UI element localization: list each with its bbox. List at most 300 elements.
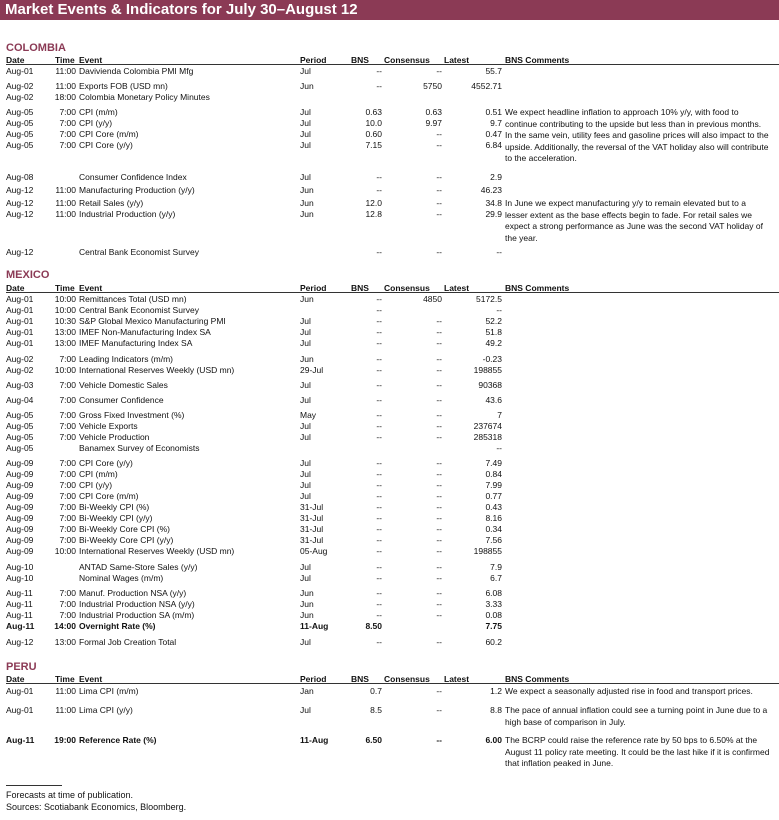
table-row [0, 637, 779, 648]
cell-latest: 7.9 [490, 562, 502, 572]
table-row [0, 66, 779, 77]
cell-period: Jul [300, 118, 311, 128]
cell-cons: -- [436, 588, 442, 598]
col-header-event: Event [79, 674, 103, 684]
cell-bns: -- [376, 610, 382, 620]
table-row [0, 185, 779, 196]
cell-bns: -- [376, 338, 382, 348]
cell-date: Aug-11 [6, 735, 35, 745]
table-row [0, 432, 779, 443]
cell-period: Jul [300, 338, 311, 348]
col-header-event: Event [79, 283, 103, 293]
cell-latest: 4552.71 [471, 81, 502, 91]
cell-period: Jul [300, 140, 311, 150]
cell-time: 7:00 [59, 432, 76, 442]
col-header-period: Period [300, 674, 327, 684]
cell-date: Aug-11 [6, 599, 33, 609]
header-rule [6, 683, 779, 684]
cell-latest: 9.7 [490, 118, 502, 128]
cell-date: Aug-11 [6, 621, 35, 631]
bns-comment: We expect headline inflation to approach 10% y/y, with food to continue contributing to the upside but less than in previous months. In the same vein, utility fees and gasoline prices will also impact to the upside. Additionally, the reversal of the VAT holiday also will contribute to the acceleration. [505, 107, 769, 163]
cell-event: Consumer Confidence Index [79, 172, 187, 182]
cell-event: Bi-Weekly Core CPI (y/y) [79, 535, 174, 545]
cell-time: 10:30 [54, 316, 76, 326]
cell-bns: -- [376, 588, 382, 598]
cell-latest: 0.84 [485, 469, 502, 479]
cell-latest: 0.51 [485, 107, 502, 117]
cell-period: 11-Aug [300, 621, 329, 631]
cell-date: Aug-05 [6, 410, 34, 420]
cell-time: 10:00 [54, 365, 76, 375]
cell-bns: -- [376, 66, 382, 76]
cell-period: Jun [300, 599, 314, 609]
cell-period: Jul [300, 107, 311, 117]
cell-latest: 198855 [473, 365, 502, 375]
col-header-comments: BNS Comments [505, 55, 570, 65]
cell-time: 7:00 [59, 535, 76, 545]
cell-time: 7:00 [59, 599, 76, 609]
cell-latest: 198855 [473, 546, 502, 556]
table-row [0, 524, 779, 535]
cell-bns: -- [376, 316, 382, 326]
cell-time: 7:00 [59, 354, 76, 364]
cell-cons: -- [436, 421, 442, 431]
cell-event: Central Bank Economist Survey [79, 305, 199, 315]
table-row [0, 395, 779, 406]
cell-bns: -- [376, 480, 382, 490]
cell-cons: -- [436, 365, 442, 375]
cell-date: Aug-09 [6, 524, 34, 534]
cell-cons: -- [436, 735, 442, 745]
cell-date: Aug-05 [6, 443, 34, 453]
cell-period: Jul [300, 480, 311, 490]
cell-date: Aug-09 [6, 502, 34, 512]
cell-period: 31-Jul [300, 535, 324, 545]
cell-date: Aug-02 [6, 92, 34, 102]
cell-time: 7:00 [59, 410, 76, 420]
cell-latest: 90368 [478, 380, 502, 390]
cell-bns: -- [376, 513, 382, 523]
cell-period: Jun [300, 610, 314, 620]
cell-bns: -- [376, 327, 382, 337]
cell-cons: -- [436, 686, 442, 696]
cell-time: 10:00 [54, 305, 76, 315]
cell-event: Colombia Monetary Policy Minutes [79, 92, 210, 102]
cell-time: 10:00 [54, 294, 76, 304]
table-row [0, 410, 779, 421]
table-row [0, 562, 779, 573]
page-title: Market Events & Indicators for July 30–August 12 [5, 1, 358, 18]
cell-period: Jul [300, 458, 311, 468]
cell-period: 05-Aug [300, 546, 328, 556]
cell-latest: 7.99 [485, 480, 502, 490]
cell-cons: -- [436, 599, 442, 609]
cell-cons: -- [436, 535, 442, 545]
cell-latest: 34.8 [485, 198, 502, 208]
cell-latest: 7 [497, 410, 502, 420]
table-row [0, 458, 779, 469]
cell-cons: -- [436, 140, 442, 150]
cell-date: Aug-05 [6, 140, 34, 150]
cell-cons: -- [436, 172, 442, 182]
cell-event: CPI (m/m) [79, 469, 118, 479]
cell-cons: 0.63 [425, 107, 442, 117]
cell-bns: -- [376, 491, 382, 501]
cell-bns: 0.7 [370, 686, 382, 696]
cell-latest: 55.7 [485, 66, 502, 76]
cell-cons: -- [436, 432, 442, 442]
cell-event: Manuf. Production NSA (y/y) [79, 588, 187, 598]
table-row [0, 469, 779, 480]
cell-bns: -- [376, 469, 382, 479]
cell-latest: 6.84 [485, 140, 502, 150]
cell-date: Aug-05 [6, 432, 34, 442]
cell-bns: -- [376, 247, 382, 257]
cell-period: Jul [300, 573, 311, 583]
cell-period: Jul [300, 432, 311, 442]
table-row [0, 354, 779, 365]
col-header-period: Period [300, 283, 327, 293]
cell-date: Aug-03 [6, 380, 34, 390]
cell-cons: -- [436, 247, 442, 257]
cell-date: Aug-09 [6, 458, 34, 468]
cell-date: Aug-01 [6, 338, 34, 348]
cell-date: Aug-01 [6, 66, 34, 76]
cell-bns: -- [376, 637, 382, 647]
cell-event: Central Bank Economist Survey [79, 247, 199, 257]
cell-bns: 0.63 [365, 107, 382, 117]
table-row [0, 294, 779, 305]
cell-period: Jul [300, 327, 311, 337]
cell-latest: 0.34 [485, 524, 502, 534]
cell-bns: -- [376, 599, 382, 609]
footnote-forecasts: Forecasts at time of publication. [6, 790, 134, 800]
cell-period: Jul [300, 637, 311, 647]
cell-bns: -- [376, 365, 382, 375]
cell-date: Aug-05 [6, 118, 34, 128]
cell-date: Aug-09 [6, 513, 34, 523]
cell-event: Bi-Weekly CPI (y/y) [79, 513, 153, 523]
cell-cons: -- [436, 469, 442, 479]
cell-time: 11:00 [55, 185, 76, 195]
col-header-bns: BNS [351, 283, 369, 293]
cell-event: Remittances Total (USD mn) [79, 294, 187, 304]
cell-bns: -- [376, 535, 382, 545]
bns-comment: The BCRP could raise the reference rate by 50 bps to 6.50% at the August 11 policy rate meeting. It could be the last hike if it is confirmed that inflation peaked in June. [505, 735, 770, 768]
cell-bns: -- [376, 294, 382, 304]
cell-time: 7:00 [59, 513, 76, 523]
cell-event: Consumer Confidence [79, 395, 164, 405]
cell-period: Jul [300, 562, 311, 572]
cell-time: 19:00 [54, 735, 76, 745]
cell-period: Jul [300, 491, 311, 501]
cell-date: Aug-02 [6, 365, 34, 375]
cell-bns: -- [376, 410, 382, 420]
cell-date: Aug-01 [6, 327, 34, 337]
cell-date: Aug-09 [6, 480, 34, 490]
cell-period: Jul [300, 66, 311, 76]
cell-latest: 285318 [473, 432, 502, 442]
cell-latest: 49.2 [485, 338, 502, 348]
cell-event: Bi-Weekly CPI (%) [79, 502, 150, 512]
cell-event: Vehicle Domestic Sales [79, 380, 168, 390]
cell-bns: -- [376, 432, 382, 442]
cell-bns: -- [376, 395, 382, 405]
cell-cons: -- [436, 637, 442, 647]
cell-date: Aug-01 [6, 294, 34, 304]
cell-cons: -- [436, 491, 442, 501]
table-row [0, 480, 779, 491]
col-header-date: Date [6, 674, 25, 684]
cell-time: 7:00 [59, 480, 76, 490]
cell-period: 29-Jul [300, 365, 324, 375]
cell-latest: -0.23 [482, 354, 502, 364]
cell-time: 7:00 [59, 502, 76, 512]
cell-cons: -- [436, 395, 442, 405]
col-header-consensus: Consensus [384, 674, 430, 684]
cell-period: Jun [300, 588, 314, 598]
table-row [0, 421, 779, 432]
table-row [0, 513, 779, 524]
cell-time: 7:00 [59, 395, 76, 405]
col-header-time: Time [55, 55, 75, 65]
cell-date: Aug-09 [6, 491, 34, 501]
cell-date: Aug-11 [6, 588, 33, 598]
cell-cons: -- [436, 198, 442, 208]
cell-date: Aug-11 [6, 610, 33, 620]
cell-event: Banamex Survey of Economists [79, 443, 200, 453]
col-header-latest: Latest [444, 674, 470, 684]
table-row [0, 316, 779, 327]
cell-cons: -- [436, 573, 442, 583]
cell-cons: 4850 [423, 294, 442, 304]
table-row [0, 92, 779, 103]
table-row [0, 338, 779, 349]
cell-time: 14:00 [54, 621, 76, 631]
cell-event: Lima CPI (y/y) [79, 705, 133, 715]
cell-event: Davivienda Colombia PMI Mfg [79, 66, 194, 76]
table-row [0, 443, 779, 454]
cell-event: Overnight Rate (%) [79, 621, 156, 631]
cell-period: Jul [300, 705, 311, 715]
cell-period: Jul [300, 316, 311, 326]
cell-time: 13:00 [54, 327, 76, 337]
cell-bns: 8.5 [370, 705, 382, 715]
cell-date: Aug-08 [6, 172, 34, 182]
col-header-period: Period [300, 55, 327, 65]
table-row [0, 610, 779, 621]
cell-bns: 8.50 [365, 621, 382, 631]
table-row [0, 621, 779, 632]
cell-event: Nominal Wages (m/m) [79, 573, 164, 583]
col-header-comments: BNS Comments [505, 283, 570, 293]
cell-period: 31-Jul [300, 524, 324, 534]
section-title-mexico: MEXICO [6, 269, 50, 281]
cell-period: Jul [300, 172, 311, 182]
cell-time: 13:00 [54, 338, 76, 348]
cell-bns: 0.60 [365, 129, 382, 139]
cell-time: 11:00 [55, 686, 76, 696]
col-header-time: Time [55, 283, 75, 293]
cell-cons: -- [436, 129, 442, 139]
cell-event: Retail Sales (y/y) [79, 198, 144, 208]
cell-time: 11:00 [55, 198, 76, 208]
cell-latest: -- [496, 247, 502, 257]
cell-latest: 0.08 [485, 610, 502, 620]
col-header-time: Time [55, 674, 75, 684]
cell-period: Jul [300, 395, 311, 405]
cell-bns: -- [376, 458, 382, 468]
header-rule [6, 292, 779, 293]
cell-bns: -- [376, 573, 382, 583]
cell-time: 7:00 [59, 129, 76, 139]
cell-date: Aug-05 [6, 129, 34, 139]
cell-event: Manufacturing Production (y/y) [79, 185, 195, 195]
col-header-consensus: Consensus [384, 283, 430, 293]
cell-time: 7:00 [59, 469, 76, 479]
section-title-peru: PERU [6, 661, 37, 673]
cell-latest: 52.2 [485, 316, 502, 326]
cell-cons: -- [436, 513, 442, 523]
table-row [0, 380, 779, 391]
cell-cons: 5750 [423, 81, 442, 91]
cell-latest: 6.7 [490, 573, 502, 583]
cell-latest: 3.33 [485, 599, 502, 609]
col-header-latest: Latest [444, 283, 470, 293]
cell-cons: -- [436, 546, 442, 556]
cell-cons: -- [436, 610, 442, 620]
cell-event: Leading Indicators (m/m) [79, 354, 174, 364]
cell-bns: -- [376, 172, 382, 182]
cell-event: Industrial Production (y/y) [79, 209, 176, 219]
cell-bns: -- [376, 546, 382, 556]
cell-time: 7:00 [59, 107, 76, 117]
cell-date: Aug-05 [6, 421, 34, 431]
col-header-date: Date [6, 283, 25, 293]
cell-cons: -- [436, 410, 442, 420]
cell-time: 7:00 [59, 458, 76, 468]
cell-bns: -- [376, 562, 382, 572]
cell-period: Jul [300, 380, 311, 390]
cell-cons: -- [436, 327, 442, 337]
cell-latest: 7.75 [485, 621, 502, 631]
cell-event: International Reserves Weekly (USD mn) [79, 365, 235, 375]
table-row [0, 491, 779, 502]
cell-bns: -- [376, 502, 382, 512]
cell-period: May [300, 410, 317, 420]
footnote-sources: Sources: Scotiabank Economics, Bloomberg. [6, 802, 187, 812]
col-header-bns: BNS [351, 55, 369, 65]
cell-event: IMEF Manufacturing Index SA [79, 338, 193, 348]
cell-time: 11:00 [55, 705, 76, 715]
cell-latest: 237674 [473, 421, 502, 431]
cell-event: Vehicle Production [79, 432, 150, 442]
cell-latest: 43.6 [485, 395, 502, 405]
cell-event: CPI Core (m/m) [79, 129, 139, 139]
table-row [0, 573, 779, 584]
cell-event: Lima CPI (m/m) [79, 686, 139, 696]
cell-time: 7:00 [59, 610, 76, 620]
cell-bns: 6.50 [365, 735, 382, 745]
cell-bns: 10.0 [365, 118, 382, 128]
cell-event: ANTAD Same-Store Sales (y/y) [79, 562, 198, 572]
col-header-latest: Latest [444, 55, 470, 65]
cell-latest: 0.47 [485, 129, 502, 139]
cell-cons: -- [436, 562, 442, 572]
cell-latest: 1.2 [490, 686, 502, 696]
cell-date: Aug-09 [6, 546, 34, 556]
section-title-colombia: COLOMBIA [6, 42, 66, 54]
cell-event: Vehicle Exports [79, 421, 138, 431]
table-row [0, 247, 779, 258]
cell-cons: -- [436, 705, 442, 715]
cell-date: Aug-12 [6, 637, 34, 647]
table-row [0, 502, 779, 513]
cell-date: Aug-01 [6, 305, 34, 315]
cell-period: Jul [300, 469, 311, 479]
cell-bns: -- [376, 524, 382, 534]
bns-comment: The pace of annual inflation could see a turning point in June due to a high base of comparison in July. [505, 705, 768, 727]
col-header-date: Date [6, 55, 25, 65]
cell-date: Aug-01 [6, 686, 34, 696]
cell-date: Aug-12 [6, 185, 34, 195]
cell-bns: 12.0 [365, 198, 382, 208]
cell-period: Jun [300, 81, 314, 91]
cell-latest: 8.16 [485, 513, 502, 523]
cell-cons: -- [436, 480, 442, 490]
cell-bns: 7.15 [365, 140, 382, 150]
cell-period: Jun [300, 354, 314, 364]
col-header-event: Event [79, 55, 103, 65]
cell-latest: 8.8 [490, 705, 502, 715]
header-rule [6, 64, 779, 65]
cell-cons: -- [436, 354, 442, 364]
cell-period: Jan [300, 686, 314, 696]
cell-cons: -- [436, 316, 442, 326]
cell-time: 11:00 [55, 81, 76, 91]
cell-latest: 60.2 [485, 637, 502, 647]
cell-date: Aug-12 [6, 209, 34, 219]
cell-period: 31-Jul [300, 502, 324, 512]
cell-event: CPI Core (m/m) [79, 491, 139, 501]
cell-bns: -- [376, 185, 382, 195]
cell-event: Reference Rate (%) [79, 735, 157, 745]
col-header-comments: BNS Comments [505, 674, 570, 684]
cell-bns: -- [376, 421, 382, 431]
cell-period: Jul [300, 421, 311, 431]
cell-bns: 12.8 [365, 209, 382, 219]
cell-event: IMEF Non-Manufacturing Index SA [79, 327, 211, 337]
cell-period: Jun [300, 185, 314, 195]
cell-latest: 7.49 [485, 458, 502, 468]
cell-latest: 46.23 [480, 185, 502, 195]
cell-cons: -- [436, 185, 442, 195]
cell-date: Aug-12 [6, 198, 34, 208]
table-row [0, 327, 779, 338]
cell-event: Exports FOB (USD mn) [79, 81, 168, 91]
cell-event: CPI Core (y/y) [79, 458, 133, 468]
cell-latest: 0.77 [485, 491, 502, 501]
cell-date: Aug-09 [6, 535, 34, 545]
cell-period: Jun [300, 294, 314, 304]
cell-date: Aug-01 [6, 705, 34, 715]
cell-latest: -- [496, 443, 502, 453]
cell-date: Aug-12 [6, 247, 34, 257]
cell-event: CPI (y/y) [79, 480, 113, 490]
cell-cons: -- [436, 502, 442, 512]
cell-event: Formal Job Creation Total [79, 637, 177, 647]
table-row [0, 535, 779, 546]
